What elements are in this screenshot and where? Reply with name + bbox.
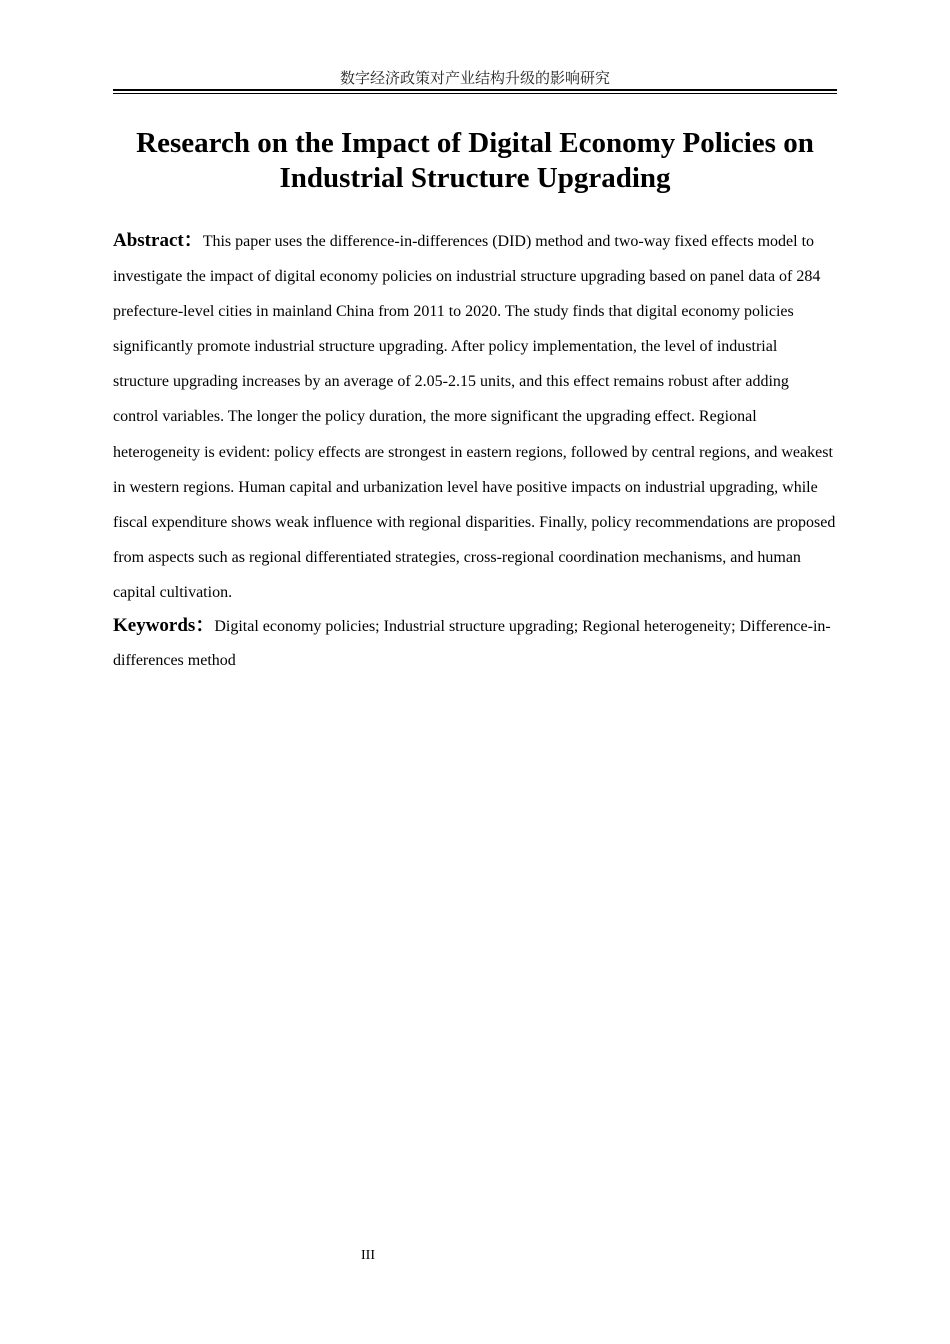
abstract-label: Abstract：	[113, 230, 203, 251]
page-number: III	[361, 1248, 375, 1263]
header-rule-thin	[113, 93, 837, 94]
keywords-paragraph	[113, 609, 837, 678]
keywords-text: Digital economy policies; Industrial structure upgrading; Regional heterogeneity; Difference-in-differences method	[113, 618, 831, 669]
keywords-label: Keywords：	[113, 615, 215, 636]
paper-title: Research on the Impact of Digital Economy Policies on Industrial Structure Upgrading	[136, 127, 814, 194]
running-header: 数字经济政策对产业结构升级的影响研究	[339, 69, 610, 87]
abstract-text: This paper uses the difference-in-differences (DID) method and two-way fixed effects model to investigate the impact of digital economy policies on industrial structure upgrading based on panel data of 284 prefecture-level cities in mainland China from 2011 to 2020. The study finds that digital economy policies significantly promote industrial structure upgrading. After policy implementation, the level of industrial structure upgrading increases by an average of 2.05-2.15 units, and this effect remains robust after adding control variables. The longer the policy duration, the more significant the upgrading effect. Regional heterogeneity is evident: policy effects are strongest in eastern regions, followed by central regions, and weakest in western regions. Human capital and urbanization level have positive impacts on industrial upgrading, while fiscal expenditure shows weak influence with regional disparities. Finally, policy recommendations are proposed from aspects such as regional differentiated strategies, cross-regional coordination mechanisms, and human capital cultivation.	[113, 233, 836, 601]
header-rule-thick	[113, 89, 837, 91]
abstract-paragraph	[113, 223, 837, 610]
